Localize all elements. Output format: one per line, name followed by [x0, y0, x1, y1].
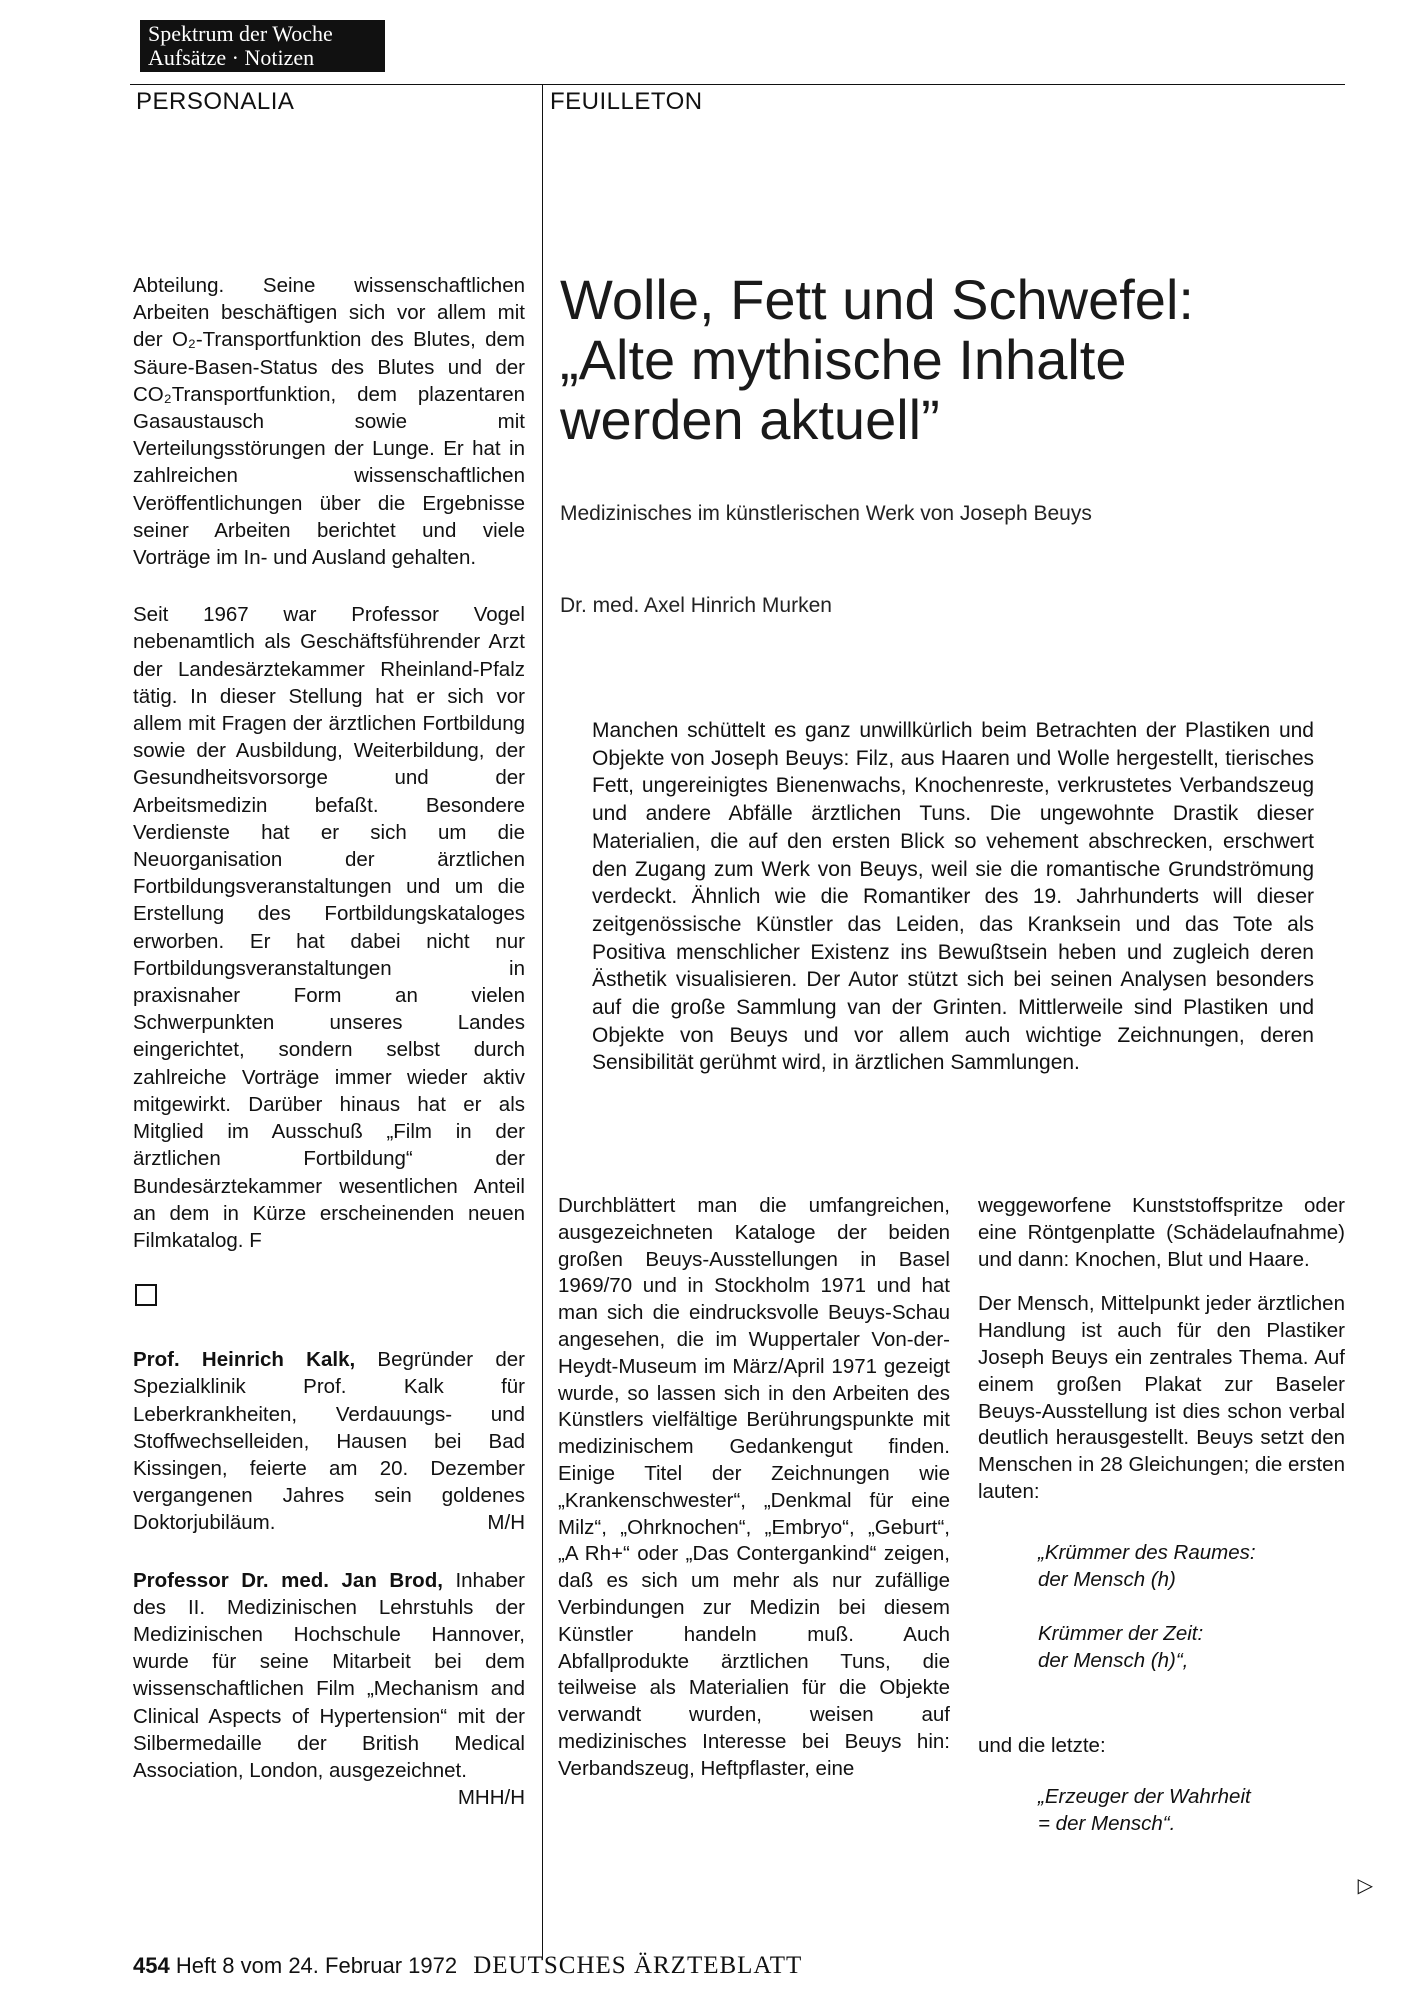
column-divider — [542, 84, 543, 1960]
page-footer — [133, 1952, 802, 1980]
body-paragraph: weggeworfene Kunststoffspritze oder eine Röntgenplatte (Schädelaufnahme) und dann: Knochen, Blut und Haare. — [978, 1194, 1345, 1271]
body-paragraph: Der Mensch, Mittelpunkt jeder ärztlichen Handlung ist auch für den Plastiker Joseph Beuys ein zentrales Thema. Auf einem großen Plakat zur Baseler Beuys-Ausstellung ist dies schon verbal deutlich herausgestellt. Beuys setzt den Menschen in 28 Gleichungen; die ersten lauten: — [978, 1292, 1345, 1503]
section-badge — [140, 20, 385, 72]
quote: „Erzeuger der Wahrheit = der Mensch“. — [1038, 1784, 1251, 1835]
personalia-paragraph: Abteilung. Seine wissenschaftlichen Arbeiten beschäftigen sich vor allem mit der O₂-Transportfunktion des Blutes, dem Säure-Basen-Status des Blutes und der CO₂Transportfunktion, dem plazentaren Gasaustausch sowie mit Verteilungsstörungen der Lunge. Er hat in zahlreichen wissenschaftlichen Veröffentlichungen über die Ergebnisse seiner Arbeiten berichtet und viele Vorträge im In- und Ausland gehalten. — [133, 274, 525, 570]
signature: M/H — [487, 1511, 525, 1535]
quote: Krümmer der Zeit: der Mensch (h)“, — [1038, 1622, 1204, 1673]
badge-line-1: Spektrum der Woche — [148, 21, 333, 46]
signature: F — [249, 1228, 262, 1252]
issue-info: Heft 8 vom 24. Februar 1972 — [175, 1953, 458, 1978]
personalia-paragraph: Professor Dr. med. Jan Brod, Inhaber des II. Medizinischen Lehrstuhls der Medizinischen Hochschule Hannover, wurde für seine Mitarbeit bei dem wissenschaftlichen Film „Mechanism and Clinical Aspects of Hypertension“ mit der Silbermedaille der British Medical Association, London, ausgezeichnet. MHH/H — [133, 1567, 525, 1785]
journal-name: DEUTSCHES ÄRZTEBLATT — [473, 1952, 803, 1979]
article-author: Dr. med. Axel Hinrich Murken — [560, 594, 832, 617]
badge-line-2: Aufsätze · Notizen — [148, 45, 315, 70]
body-paragraph: Durchblättert man die umfangreichen, ausgezeichneten Kataloge der beiden großen Beuys-Ausstellungen in Basel 1969/70 und in Stockholm 1971 und hat man sich die eindrucksvolle Beuys-Schau angesehen, die im Wuppertaler Von-der-Heydt-Museum im März/April 1971 gezeigt wurde, so lassen sich in den Arbeiten des Künstlers vielfältige Berührungspunkte mit medizinischem Gedankengut finden. Einige Titel der Zeichnungen wie „Krankenschwester“, „Denkmal für eine Milz“, „Ohrknochen“, „Embryo“, „Geburt“, „A Rh+“ oder „Das Contergankind“ zeigen, daß es sich um mehr als nur zufällige Verbindungen zur Medizin bei diesem Künstler handeln muß. Auch Abfallprodukte ärztlichen Tuns, die teilweise als Materialien für die Objekte verwandt wurden, weisen auf medizinisches Interesse bei Beuys hin: Verbandszeug, Heftpflaster, eine — [558, 1194, 950, 1780]
article-lead: Manchen schüttelt es ganz unwillkürlich beim Betrachten der Plastiken und Objekte von Joseph Beuys: Filz, aus Haaren und Wolle hergestellt, tierisches Fett, ungereinigtes Bienenwachs, Knochenreste, verkrustetes Verbandszeug und andere Abfälle ärztlichen Tuns. Die ungewohnte Drastik dieser Materialien, die auf den ersten Blick so vehement abschrecken, erschwert den Zugang zum Werk von Beuys, weil sie die romantische Grundströmung verdeckt. Ähnlich wie die Romantiker des 19. Jahrhunderts will dieser zeitgenössische Künstler das Leiden, das Kranksein und das Tote als Positiva menschlicher Existenz ins Bewußtsein heben und zugleich deren Ästhetik visualisieren. Der Autor stützt sich bei seinen Analysen besonders auf die große Sammlung van der Grinten. Mittlerweile sind Plastiken und Objekte von Beuys und vor allem auch wichtige Zeichnungen, deren Sensibilität gerühmt wird, in ärztlichen Sammlungen. — [592, 719, 1314, 1075]
headline-line: Wolle, Fett und Schwefel: — [560, 268, 1194, 331]
section-label-personalia: PERSONALIA — [136, 88, 295, 115]
headline-line: „Alte mythische Inhalte — [560, 328, 1127, 391]
person-name: Professor Dr. med. Jan Brod, — [133, 1568, 443, 1592]
personalia-paragraph: Prof. Heinrich Kalk, Begründer der Spezialklinik Prof. Kalk für Leberkrankheiten, Verdauungs- und Stoffwechselleiden, Hausen bei Bad Kissingen, feierte am 20. Dezember vergangenen Jahres sein goldenes Doktorjubiläum. M/H — [133, 1346, 525, 1536]
headline-line: werden aktuell” — [560, 388, 940, 451]
article-column-1 — [558, 1193, 950, 1801]
article-headline — [560, 270, 1340, 450]
quote: „Krümmer des Raumes: der Mensch (h) — [1038, 1540, 1256, 1591]
page-number: 454 — [133, 1953, 170, 1978]
personalia-column — [133, 272, 525, 1814]
article-column-2 — [978, 1193, 1345, 1855]
body-paragraph: und die letzte: — [978, 1733, 1106, 1757]
top-rule — [130, 84, 1345, 85]
article-subtitle: Medizinisches im künstlerischen Werk von Joseph Beuys — [560, 502, 1092, 525]
personalia-paragraph: Seit 1967 war Professor Vogel nebenamtlich als Geschäftsführender Arzt der Landesärztekammer Rheinland-Pfalz tätig. In dieser Stellung hat er sich vor allem mit Fragen der ärztlichen Fortbildung sowie der Ausbildung, Weiterbildung, der Gesundheitsvorsorge und der Arbeitsmedizin befaßt. Besondere Verdienste hat er sich um die Neuorganisation der ärztlichen Fortbildungsveranstaltungen und um die Erstellung des Fortbildungskataloges erworben. Er hat dabei nicht nur Fortbildungsveranstaltungen in praxisnaher Form an vielen Schwerpunkten unseres Landes eingerichtet, sondern selbst durch zahlreiche Vorträge immer wieder aktiv mitgewirkt. Darüber hinaus hat er als Mitglied im Ausschuß „Film in der ärztlichen Fortbildung“ der Bundesärztekammer wesentlichen Anteil an dem in Kürze erscheinenden neuen Filmkatalog. F — [133, 603, 525, 1252]
checkbox-icon — [135, 1284, 157, 1306]
continue-arrow-icon: ▷ — [1357, 1875, 1373, 1897]
person-name: Prof. Heinrich Kalk, — [133, 1348, 356, 1372]
signature: MHH/H — [457, 1786, 525, 1810]
section-label-feuilleton: FEUILLETON — [550, 88, 703, 115]
